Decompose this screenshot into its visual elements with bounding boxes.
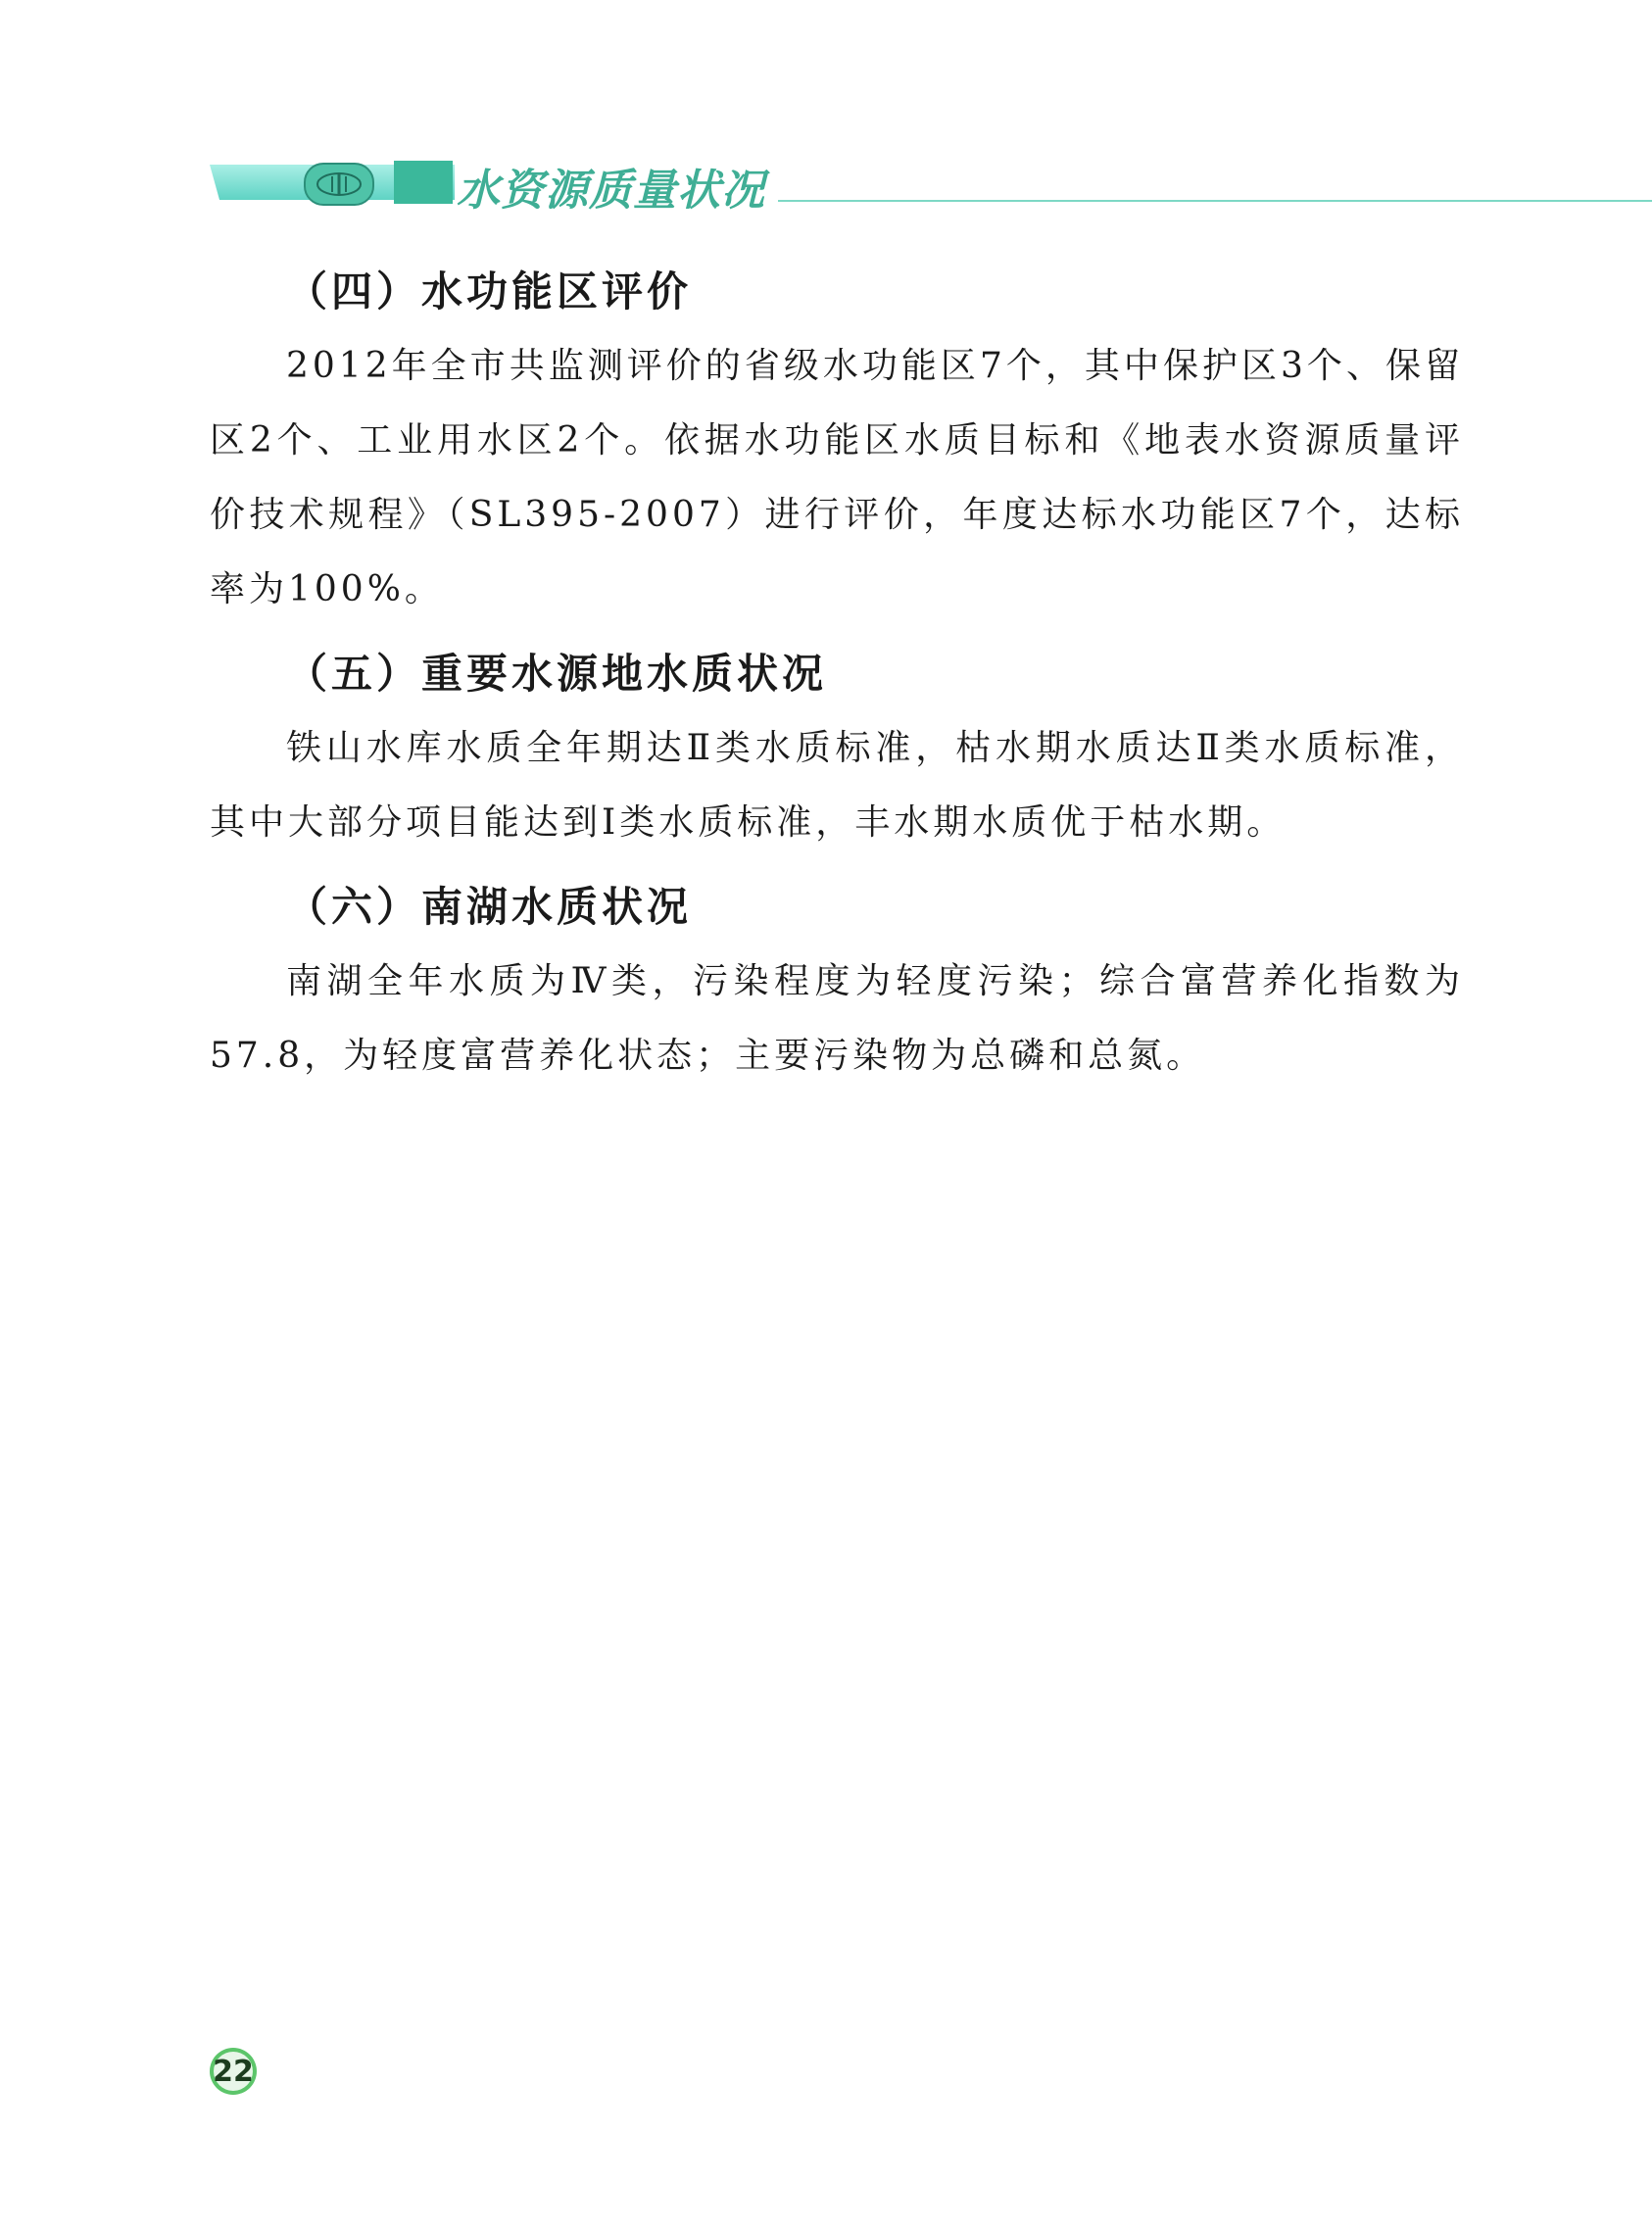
section-water-function-zone: [210, 255, 1464, 627]
section-water-source: [210, 637, 1464, 860]
header-rule: [778, 200, 1652, 202]
page-header: [210, 147, 1652, 218]
document-body: [210, 255, 1464, 1103]
section-heading: （四）水功能区评价: [286, 267, 693, 315]
paragraph: 2012年全市共监测评价的省级水功能区7个，其中保护区3个、保留区2个、工业用水区2个。依据水功能区水质目标和《地表水资源质量评价技术规程》（SL395-2007）进行评价，年度达标水功能区7个，达标率为100%。: [210, 346, 1464, 609]
water-drop-emblem-icon: [304, 163, 374, 206]
section-south-lake: [210, 870, 1464, 1093]
paragraph: 南湖全年水质为Ⅳ类，污染程度为轻度污染；综合富营养化指数为57.8，为轻度富营养化状态；主要污染物为总磷和总氮。: [210, 961, 1464, 1076]
section-heading: （六）南湖水质状况: [286, 883, 693, 931]
section-heading: （五）重要水源地水质状况: [286, 650, 828, 698]
page-number-badge: [210, 2048, 257, 2095]
paragraph: 铁山水库水质全年期达Ⅱ类水质标准，枯水期水质达Ⅱ类水质标准，其中大部分项目能达到Ⅰ类水质标准，丰水期水质优于枯水期。: [210, 728, 1464, 843]
section-title: 水资源质量状况: [457, 166, 765, 216]
page-number: 22: [214, 2052, 253, 2091]
header-band-accent: [394, 161, 453, 204]
